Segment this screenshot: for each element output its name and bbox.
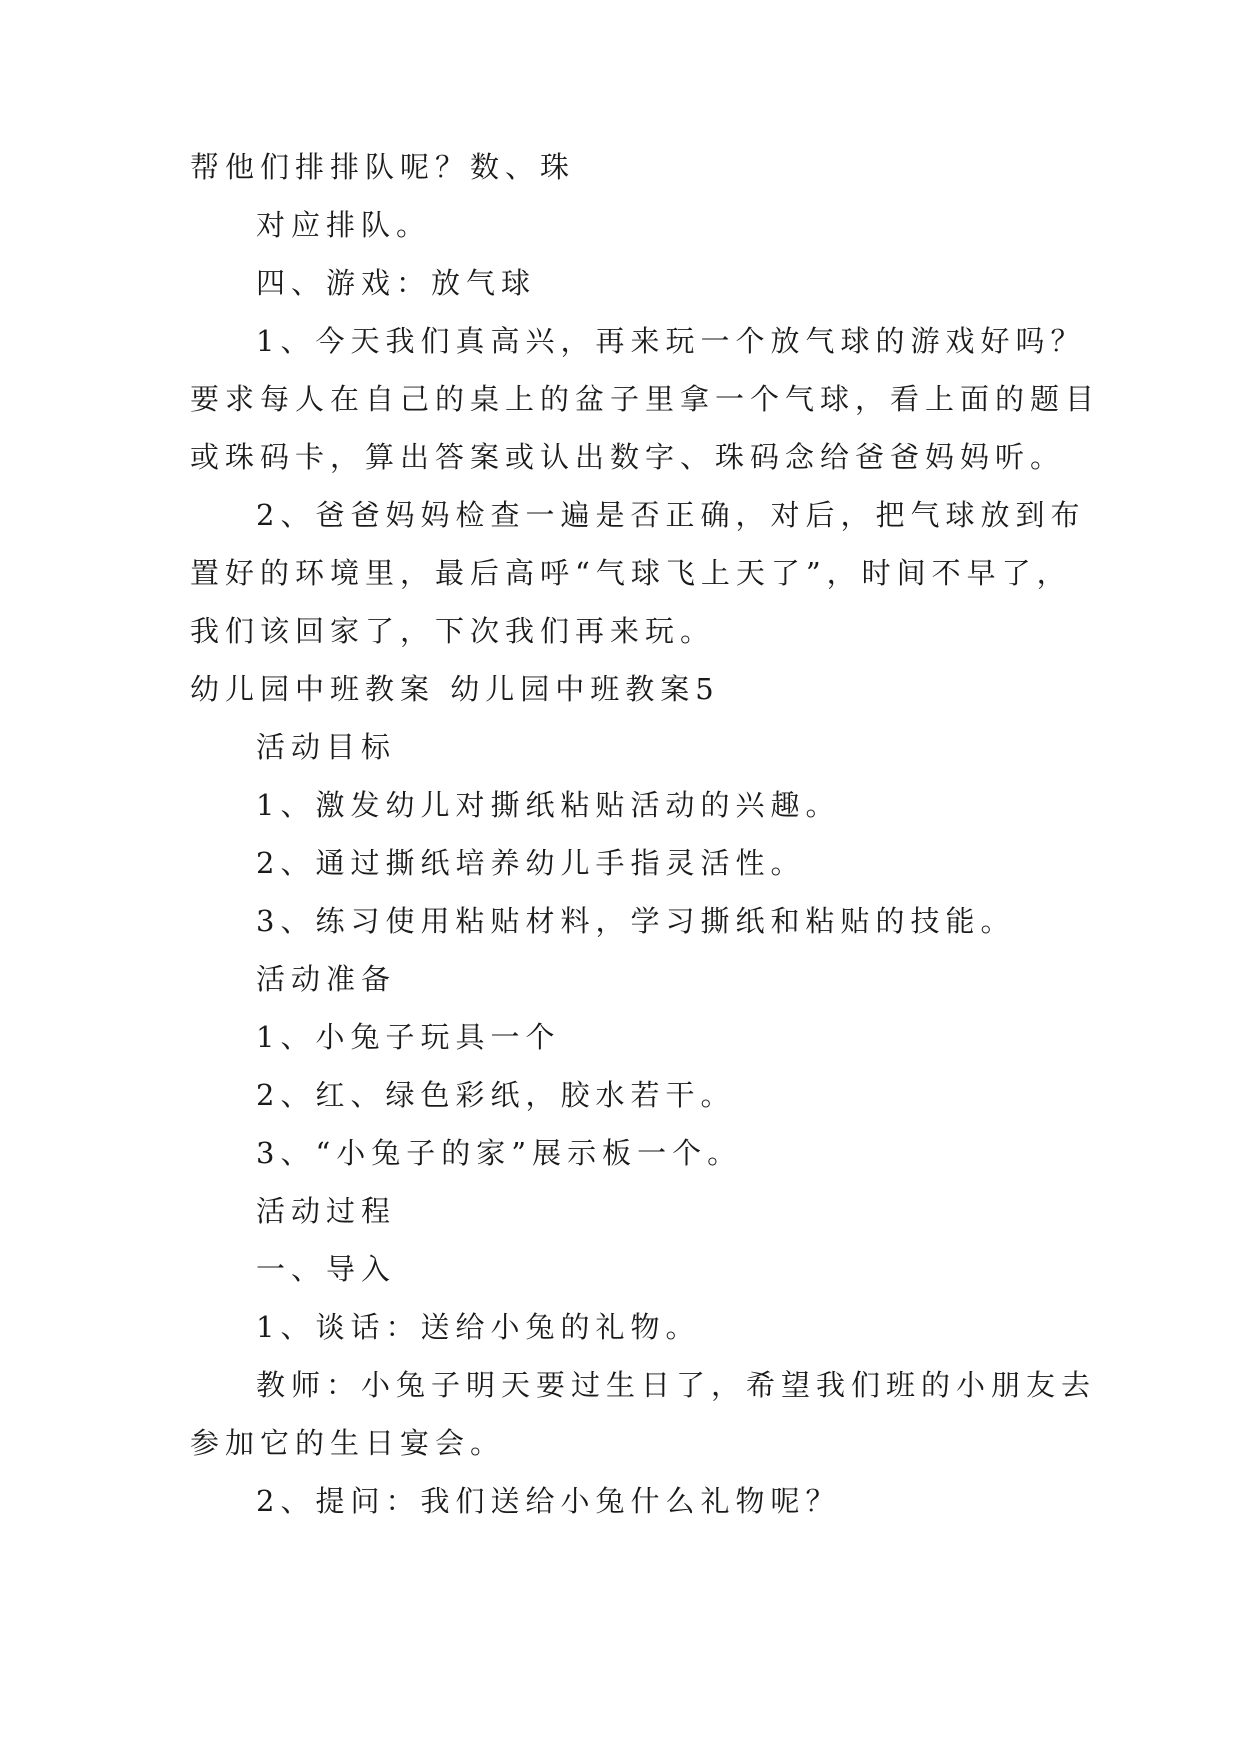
section-heading: 一、导入 [256, 1252, 397, 1286]
text-line: 1、今天我们真高兴，再来玩一个放气球的游戏好吗？ [256, 324, 1086, 358]
document-title: 幼儿园中班教案 幼儿园中班教案5 [190, 672, 720, 706]
text-line: 参加它的生日宴会。 [190, 1426, 506, 1460]
list-item: 1、小兔子玩具一个 [256, 1020, 561, 1054]
section-heading: 活动目标 [256, 730, 397, 764]
list-item: 2、提问：我们送给小兔什么礼物呢？ [256, 1484, 841, 1518]
list-item: 3、练习使用粘贴材料，学习撕纸和粘贴的技能。 [256, 904, 1016, 938]
section-heading: 活动准备 [256, 962, 397, 996]
list-item: 1、激发幼儿对撕纸粘贴活动的兴趣。 [256, 788, 841, 822]
text-line: 或珠码卡，算出答案或认出数字、珠码念给爸爸妈妈听。 [190, 440, 1066, 474]
list-item: 2、红、绿色彩纸，胶水若干。 [256, 1078, 736, 1112]
section-heading: 四、游戏：放气球 [256, 266, 537, 300]
list-item: 2、通过撕纸培养幼儿手指灵活性。 [256, 846, 806, 880]
text-line: 对应排队。 [256, 208, 432, 242]
list-item: 1、谈话：送给小兔的礼物。 [256, 1310, 701, 1344]
text-line: 教师：小兔子明天要过生日了，希望我们班的小朋友去 [256, 1368, 1097, 1402]
section-heading: 活动过程 [256, 1194, 397, 1228]
text-line: 置好的环境里，最后高呼“气球飞上天了”，时间不早了， [190, 556, 1072, 590]
text-line: 2、爸爸妈妈检查一遍是否正确，对后，把气球放到布 [256, 498, 1086, 532]
text-line: 帮他们排排队呢？数、珠 [190, 150, 576, 184]
list-item: 3、“小兔子的家”展示板一个。 [256, 1136, 743, 1170]
text-line: 我们该回家了，下次我们再来玩。 [190, 614, 716, 648]
text-line: 要求每人在自己的桌上的盆子里拿一个气球，看上面的题目 [190, 382, 1101, 416]
